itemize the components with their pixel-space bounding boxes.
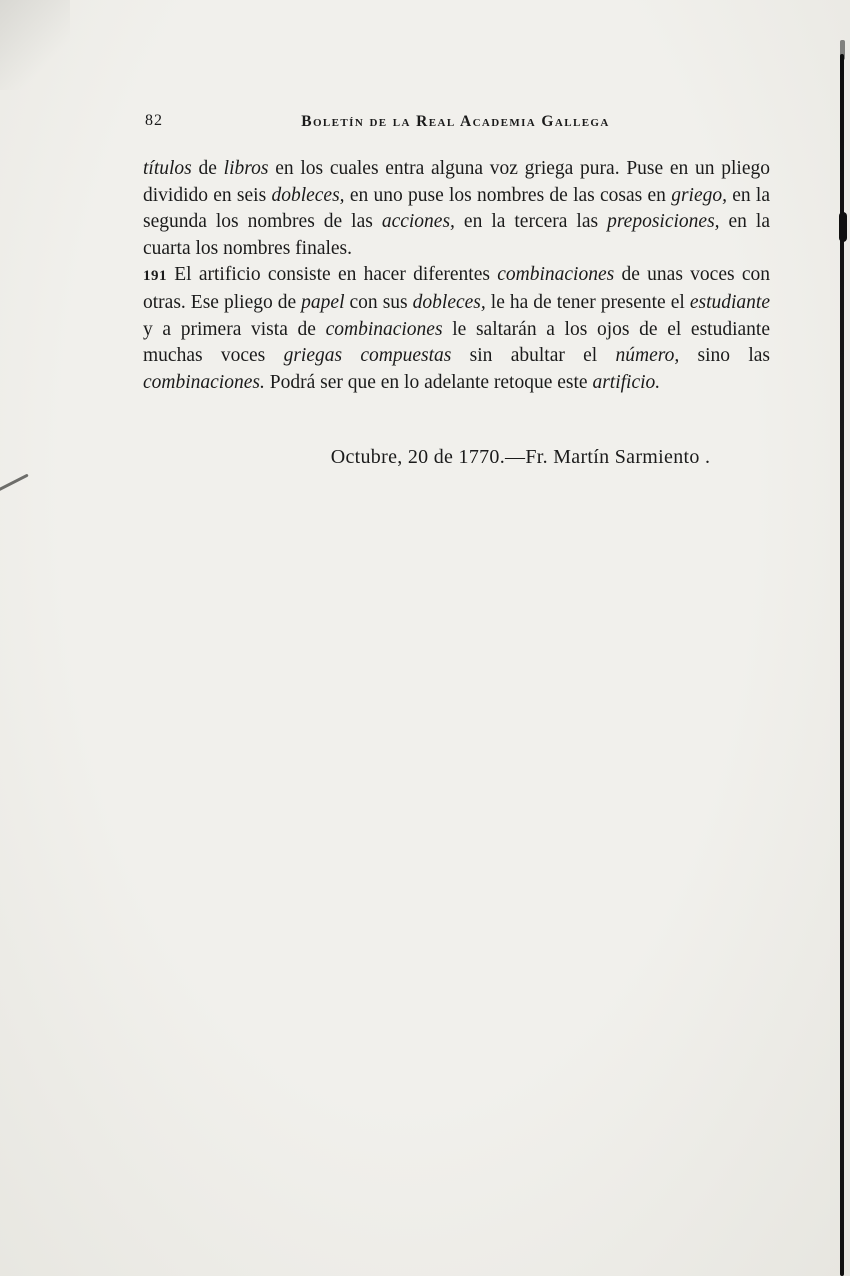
italic-text: estudiante: [689, 291, 770, 313]
plain-text: en uno puse los nombres de las cosas en: [344, 184, 672, 206]
italic-text: combinaciones: [325, 318, 443, 340]
plain-text: le saltarán a los ojos de el estudiante muchas voces: [143, 318, 770, 367]
plain-text: sin abultar el: [451, 345, 616, 367]
scan-corner-shadow: [0, 0, 70, 90]
page-header: [143, 112, 768, 134]
italic-text: papel: [301, 291, 345, 313]
plain-text: en la cuarta los nombres finales.: [143, 211, 770, 259]
italic-text: combinaciones.: [143, 371, 265, 393]
italic-text: griego,: [671, 184, 727, 206]
stray-pencil-mark: [0, 474, 28, 493]
italic-text: artificio.: [592, 371, 661, 393]
binding-edge-blob: [839, 212, 847, 242]
journal-title: Boletín de la Real Academia Gallega: [301, 113, 610, 130]
italic-text: dobleces,: [271, 184, 345, 206]
italic-text: combinaciones: [497, 264, 615, 286]
italic-text: acciones,: [381, 211, 455, 233]
italic-text: títulos: [143, 158, 192, 179]
plain-text: en los cuales entra alguna voz griega pura. Puse en un pliego dividido en seis: [143, 158, 771, 206]
italic-text: libros: [223, 158, 269, 179]
signature-line: Octubre, 20 de 1770.—Fr. Martín Sarmiento .: [330, 446, 711, 468]
paragraph: [143, 262, 770, 396]
italic-text: dobleces,: [412, 291, 486, 313]
italic-text: número,: [615, 345, 680, 367]
paragraph-number: 191: [143, 268, 167, 285]
italic-text: preposiciones,: [607, 211, 720, 233]
plain-text: de unas voces con otras. Ese pliego de: [143, 264, 770, 313]
plain-text: en la tercera las: [454, 211, 608, 233]
plain-text: le ha de tener presente el: [485, 291, 690, 313]
plain-text: y a primera vista de: [143, 318, 326, 340]
text-block: [143, 156, 770, 396]
plain-text: Podrá ser que en lo adelante retoque este: [264, 371, 593, 393]
italic-text: griegas compuestas: [283, 345, 452, 367]
page-number: 82: [145, 112, 163, 129]
plain-text: en la segunda los nombres de las: [143, 184, 770, 233]
plain-text: sino las: [679, 345, 771, 367]
plain-text: El artificio consiste en hacer diferentes: [167, 264, 498, 286]
paragraph: [143, 156, 770, 262]
plain-text: con sus: [344, 291, 413, 313]
plain-text: de: [191, 158, 224, 179]
